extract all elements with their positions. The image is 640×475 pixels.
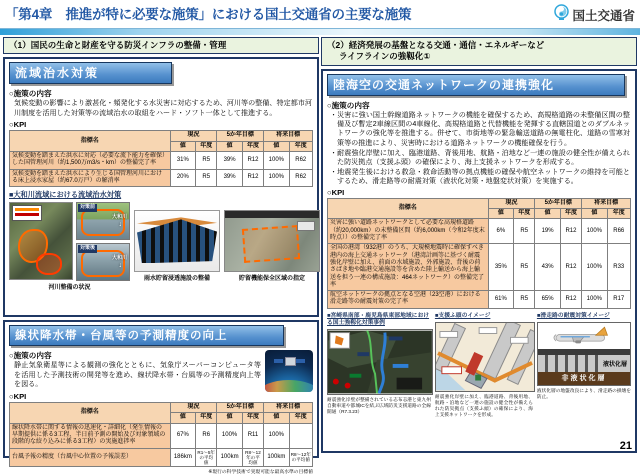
kpi-subheader-value: 値 xyxy=(488,209,513,219)
kpi-current-value: 186km xyxy=(170,448,195,467)
building-shape xyxy=(297,221,315,231)
wharf-block xyxy=(435,313,533,419)
liquefied-layer-label: 液状化層 xyxy=(602,359,628,368)
kpi-future-value: 100% xyxy=(582,291,607,309)
runway-block xyxy=(537,313,631,419)
rain-storage-caption: 雨水貯留浸透施設の整備 xyxy=(143,276,210,283)
right-section-title-line2: ライフラインの強靱化① xyxy=(339,51,431,62)
right-column xyxy=(321,37,637,453)
kpi-indicator-name: 気候変動を踏まえた洪水により生じる国管理河川における床上浸水家屋（約67.0万戸）の解消率 xyxy=(10,169,171,187)
kpi-5yr-year: R12 xyxy=(560,291,581,309)
kpi-header-future: 将来目標 xyxy=(264,402,313,412)
kpi-subheader-year: 年度 xyxy=(196,141,217,151)
kpi-future-year: R17 xyxy=(607,291,630,309)
river-photo-group xyxy=(9,202,130,291)
kpi-header-future: 将来目標 xyxy=(582,198,631,208)
kpi-5yr-year: R12 xyxy=(242,169,263,187)
kpi-label: ○KPI xyxy=(327,187,345,197)
kpi-future-value: 100% xyxy=(264,169,289,187)
kpi-table-river xyxy=(9,130,313,187)
left-section-header: （1）国民の生命と財産を守る防災インフラの整備・管理 xyxy=(3,37,319,54)
liquefied-layer xyxy=(538,355,630,372)
kpi-5yr-value: 19% xyxy=(535,219,560,244)
kpi-header-row xyxy=(328,198,631,208)
kpi-subheader-value: 値 xyxy=(264,141,289,151)
panel-transport-title: 陸海空の交通ネットワークの連携強化 xyxy=(327,74,625,96)
kpi-indicator-name: 台風予報の精度（台風中心位置の予報誤差） xyxy=(10,448,171,467)
mlit-logo-text: 国土交通省 xyxy=(572,9,635,23)
table-row xyxy=(328,244,631,291)
kpi-future-year: R62 xyxy=(289,169,312,187)
rain-storage-photo xyxy=(134,210,220,272)
kpi-5yr-value: 65% xyxy=(535,291,560,309)
storage-zone-photo xyxy=(224,210,320,272)
kpi-current-value: 35% xyxy=(488,244,513,291)
left-column xyxy=(3,37,319,475)
kpi-5yr-value: 100km xyxy=(217,448,242,467)
table-row xyxy=(328,291,631,309)
river-aerial-photo xyxy=(9,202,73,280)
kpi-header-current: 現況 xyxy=(170,131,217,141)
panel-forecast-title: 線状降水帯・台風等の予測精度の向上 xyxy=(9,325,284,346)
policy-bullet: ・耐震強化岸壁に加え、臨港道路、背後用地、航路・泊地など一連の施設の健全性が備えられた防災拠点（支援ふ頭）の確保により、海上支援ネットワークを形成する。 xyxy=(330,148,630,167)
kpi-current-year: R6 xyxy=(196,423,217,448)
down-arrow-icon: ↓ xyxy=(118,262,122,270)
before-photo xyxy=(76,202,130,240)
wharf-caption: 耐震強化岸壁に加え、臨港道路、背後用地、航路・泊地など一連の施設の健全性が備えられた防災拠点（支援ふ頭）の確保により、海上支援ネットワークを形成。 xyxy=(434,393,533,418)
kpi-header-5yr: 5か年目標 xyxy=(217,131,264,141)
table-row xyxy=(10,152,313,170)
kpi-future-year xyxy=(289,423,312,448)
kpi-future-year: R66 xyxy=(607,219,630,244)
kpi-subheader-value: 値 xyxy=(170,141,195,151)
case-study-map xyxy=(327,329,433,395)
policy-bullet: ・災害に強い国土幹線道路ネットワークの機能を確保するため、高規格道路の未整備区間の整備及び暫定2車線区間の4車線化、高規格道路と代替機能を発揮する直轄国道とのダブルネットワークの強化等を推進する。併せて、市街地等の緊急輸送道路の無電柱化、道路の雪寒対策等の推進により、災害時における道路ネットワークの機能確保を行う。 xyxy=(330,110,630,147)
kpi-subheader-value: 値 xyxy=(535,209,560,219)
right-section-title-line1: （2）経済発展の基盤となる交通・通信・エネルギーなど xyxy=(327,40,545,50)
kpi-subheader-value: 値 xyxy=(217,141,242,151)
policy-content-label: ○施策の内容 xyxy=(327,100,370,110)
kpi-subheader-year: 年度 xyxy=(289,141,312,151)
case-study-caption: 耐震強化岸壁が整備されている志布志港と東九州自動車道や都城ICを結ぶ広域防災支援道路の全線開通（R7.3.23） xyxy=(327,397,431,415)
runway-caption: 液状化層の地盤改良により、滑走路の損壊を防止。 xyxy=(536,387,631,400)
kpi-current-year: R5 xyxy=(514,244,535,291)
policy-content-label: ○施策の内容 xyxy=(9,351,52,361)
right-section-header xyxy=(321,37,637,66)
kpi-current-value: 61% xyxy=(488,291,513,309)
kpi-5yr-value: 43% xyxy=(535,244,560,291)
policy-content-label: ○施策の内容 xyxy=(9,89,52,99)
airplane-icon xyxy=(547,325,621,347)
kpi-header-name: 指標名 xyxy=(328,198,489,219)
panel-transport-network xyxy=(321,69,637,453)
kpi-5yr-year: R11 xyxy=(242,423,263,448)
kpi-subheader-year: 年度 xyxy=(514,209,535,219)
rain-storage-block xyxy=(134,210,220,291)
kpi-subheader-year: 年度 xyxy=(607,209,630,219)
kpi-5yr-year: R8〜12年の平均値 xyxy=(242,448,263,467)
kpi-subheader-year: 年度 xyxy=(242,141,263,151)
satellite-panel xyxy=(274,359,283,363)
kpi-indicator-name: 全国の港湾（932港）のうち、大規模地震時に確保すべき港内の海上交通ネットワーク（港湾計画等に基づく耐震強化岸壁に加え、前面の水域施設、外郭施設、背後の荷さばき地や臨港交通施設等を含めた陸上輸送から海上輸送を担う一連の構成施設：464ネットワーク）の整備完了率 xyxy=(328,244,489,291)
kpi-table-forecast xyxy=(9,402,313,467)
map-legend xyxy=(12,205,42,221)
zone-dashed-outline xyxy=(242,225,300,263)
kpi-future-year: R62 xyxy=(289,152,312,170)
table-row xyxy=(328,219,631,244)
kpi-header-name: 指標名 xyxy=(10,131,171,152)
kpi-future-value: 100km xyxy=(264,448,289,467)
before-label: 対策前 xyxy=(80,204,96,211)
satellite-body xyxy=(285,357,296,366)
kpi-header-row xyxy=(10,131,313,141)
kpi-subheader-year: 年度 xyxy=(560,209,581,219)
kpi-current-year: R5 xyxy=(514,219,535,244)
flood-area-highlight xyxy=(36,253,62,275)
kpi-indicator-name: 線状降水帯に関する情報の迅速化・詳細化（発生情報の早期提供に係る3工程、半日前予測の開始及び対象領域の段階的な絞り込みに係る3工程）の実施進捗率 xyxy=(10,423,171,448)
satellite-panel xyxy=(296,359,305,363)
river-name-label: 大和川 xyxy=(111,214,127,221)
kpi-header-5yr: 5か年目標 xyxy=(217,402,264,412)
facility-body xyxy=(137,219,217,263)
kpi-header-row xyxy=(10,402,313,412)
kpi-5yr-year: R12 xyxy=(560,219,581,244)
panel-river-basin xyxy=(3,57,319,317)
kpi-subheader-value: 値 xyxy=(170,413,195,423)
kpi-label: ○KPI xyxy=(9,120,27,130)
case-study-title: ■宮崎県南部・鹿児島県東部地域における国土強靱化対策事例 xyxy=(327,312,430,326)
wharf-title: ■支援ふ頭のイメージ xyxy=(434,312,491,319)
earth-data-overlay xyxy=(265,380,313,392)
kpi-current-year: R1〜5年の平均値 xyxy=(197,449,216,466)
kpi-subheader-value: 値 xyxy=(264,413,289,423)
non-liquefied-layer xyxy=(538,372,630,385)
title-divider-bar xyxy=(0,28,640,35)
table-row xyxy=(10,423,313,448)
kpi-subheader-value: 値 xyxy=(582,209,607,219)
page-number: 21 xyxy=(619,440,632,452)
after-photo xyxy=(76,243,130,281)
kpi-current-year: R5 xyxy=(196,169,217,187)
kpi-current-value: 20% xyxy=(170,169,195,187)
kpi-indicator-name: 災害に強い道路ネットワークとして必要な高規格道路（約20,000km）の未整備区間（約6,000km（令和2年度末時点））の整備完了率 xyxy=(328,219,489,244)
kpi-5yr-value: 39% xyxy=(217,169,242,187)
kpi-current-value: 31% xyxy=(170,152,195,170)
kpi-subheader-year: 年度 xyxy=(242,413,263,423)
wharf-diagram xyxy=(435,322,535,392)
river-name-label: 大和川 xyxy=(111,255,127,262)
kpi-current-value: 6% xyxy=(488,219,513,244)
panel-forecast xyxy=(3,320,319,475)
policy-bullet: ・地震発生後における救急・救命活動等の拠点機能の確保や航空ネットワークの維持を可能とするため、滑走路等の耐震対策（液状化対策・地盤変状対策）を実施する。 xyxy=(330,168,630,186)
case-study-block xyxy=(327,313,431,419)
kpi-header-current: 現況 xyxy=(170,402,217,412)
river-photo-caption: 河川整備の状況 xyxy=(48,285,91,292)
policy-content-text: 静止気象衛星等による観測の強化とともに、気象庁スーパーコンピュータ等を活用した予測技術の開発等を進め、線状降水帯・台風等の予測精度向上等を図る。 xyxy=(14,361,261,389)
kpi-5yr-year: R12 xyxy=(242,152,263,170)
storage-zone-caption: 貯留機能保全区域の指定 xyxy=(238,276,305,283)
runway-diagram xyxy=(537,322,631,386)
page-title: 「第4章 推進が特に必要な施策」における国土交通省の主要な施策 xyxy=(5,7,412,22)
panel-river-basin-title: 流域治水対策 xyxy=(9,62,172,84)
kpi-indicator-name: 航空ネットワークの拠点となる空港（23空港）における滑走路等の耐震対策の完了率 xyxy=(328,291,489,309)
kpi-future-value: 100% xyxy=(264,423,289,448)
before-after-photos xyxy=(76,202,130,281)
kpi-header-name: 指標名 xyxy=(10,402,171,423)
satellite-image xyxy=(265,350,313,392)
example-title: ■大和川流域における流域治水対策 xyxy=(9,190,122,200)
kpi-header-current: 現況 xyxy=(488,198,535,208)
kpi-subheader-value: 値 xyxy=(217,413,242,423)
kpi-label: ○KPI xyxy=(9,391,27,401)
kpi-5yr-value: 100% xyxy=(217,423,242,448)
kpi-table-transport xyxy=(327,198,631,309)
kpi-header-5yr: 5か年目標 xyxy=(535,198,582,208)
mlit-logo-icon xyxy=(554,4,569,26)
kpi-current-year: R5 xyxy=(514,291,535,309)
kpi-future-year: R8〜12年の平均値 xyxy=(289,448,312,467)
kpi-subheader-year: 年度 xyxy=(196,413,217,423)
photo-header-strip xyxy=(225,211,319,218)
mlit-logo xyxy=(554,4,635,26)
kpi-current-year: R5 xyxy=(196,152,217,170)
kpi-header-future: 将来目標 xyxy=(264,131,313,141)
kpi-future-year: R33 xyxy=(607,244,630,291)
table-row xyxy=(10,448,313,467)
kpi-current-value: 67% xyxy=(170,423,195,448)
policy-content-text: 気候変動の影響により激甚化・頻発化する水災害に対応するため、河川等の整備、特定都市河川制度を活用した対策等の流域治水の取組をハード・ソフト一体として推進する。 xyxy=(14,99,312,117)
non-liquefied-layer-label: 非液状化層 xyxy=(561,375,607,383)
kpi-future-value: 100% xyxy=(582,244,607,291)
table-footnote: ※現行の科学技術で実現可能な最高水準の目標値 xyxy=(208,470,313,475)
kpi-future-value: 100% xyxy=(582,219,607,244)
runway-title: ■滑走路の耐震対策イメージ xyxy=(536,312,610,319)
after-label: 対策後 xyxy=(80,245,96,252)
airplane-image xyxy=(538,323,630,349)
kpi-subheader-year: 年度 xyxy=(289,413,312,423)
kpi-5yr-value: 39% xyxy=(217,152,242,170)
storage-zone-block xyxy=(224,210,320,291)
kpi-5yr-year: R12 xyxy=(560,244,581,291)
down-arrow-icon: ↓ xyxy=(118,221,122,229)
table-row xyxy=(10,169,313,187)
kpi-indicator-name: 気候変動を踏まえた洪水に対応（必要な流下能力を確保）した国管理河川（約1,500万m3/s・km）の整備完了率 xyxy=(10,152,171,170)
kpi-future-value: 100% xyxy=(264,152,289,170)
